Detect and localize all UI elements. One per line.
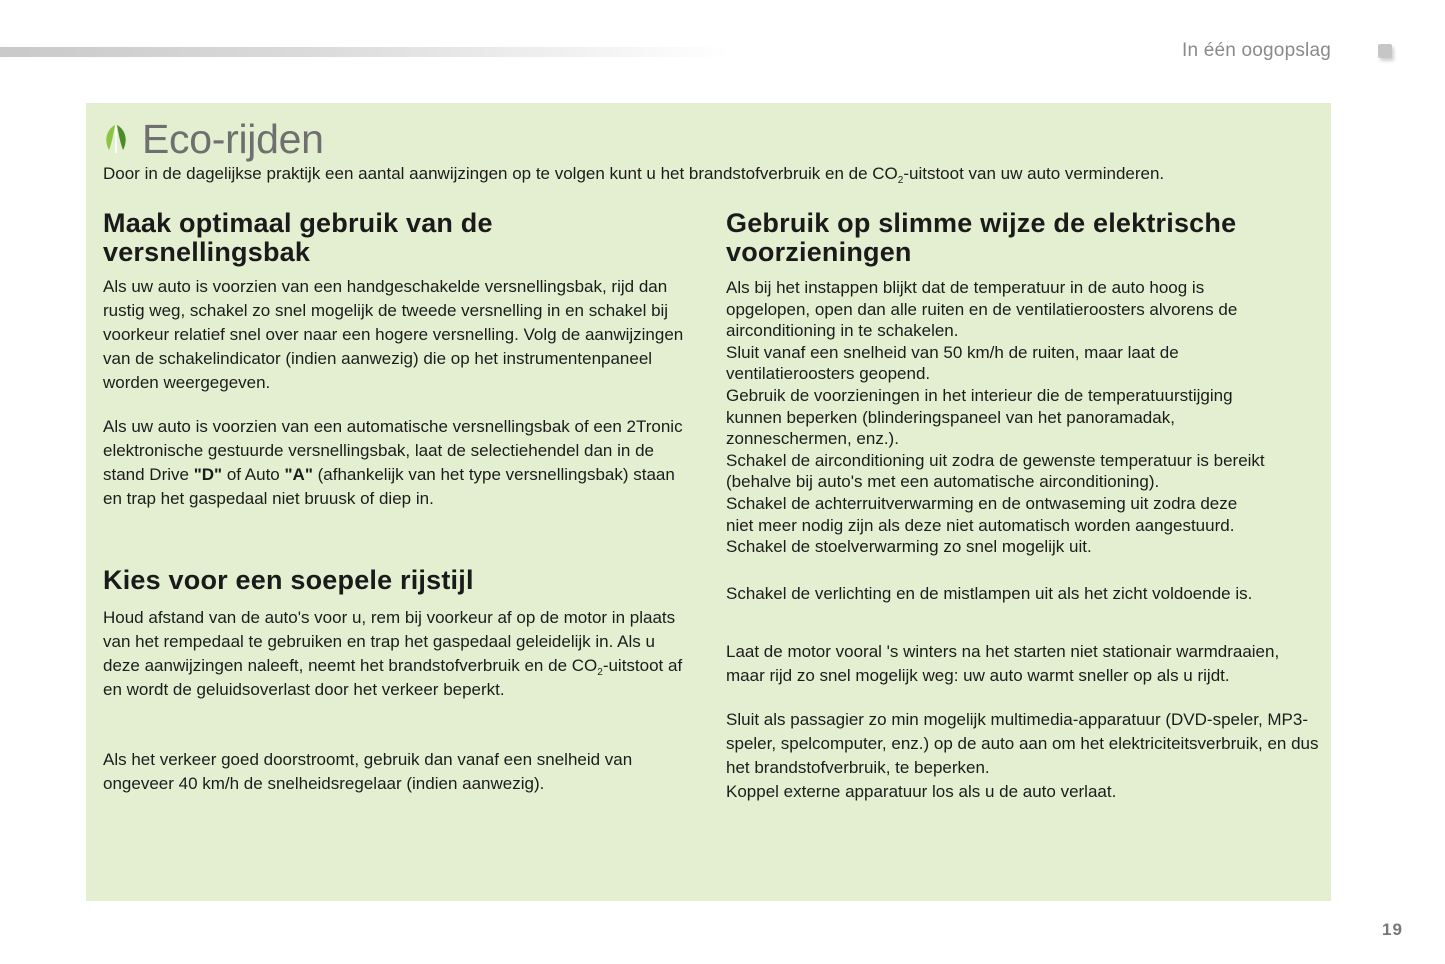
driving-style-paragraph: Houd afstand van de auto's voor u, rem bij voorkeur af op de motor in plaats van het rempedaal te gebruiken en trap het gaspedaal geleidelijk in. Als u deze aanwijzingen naleeft, neemt het brandstofverbruik en de $CO_2$-uitstoot af en wordt de geluidsoverlast door het verkeer beperkt. bbox=[103, 608, 683, 699]
page-number: 19 bbox=[1382, 920, 1403, 939]
driving-style-heading: Kies voor een soepele rijstijl bbox=[103, 565, 474, 595]
eco-header bbox=[102, 117, 324, 161]
electrical-tips bbox=[726, 277, 1321, 558]
driving-style-section bbox=[103, 566, 693, 796]
section-title: In één oogopslag bbox=[1182, 40, 1331, 61]
tip-line: niet meer nodig zijn als deze niet automatisch worden aangestuurd. bbox=[726, 515, 1235, 535]
gearbox-section bbox=[103, 209, 693, 511]
multimedia-paragraph: Sluit als passagier zo min mogelijk multimedia-apparatuur (DVD-speler, MP3-speler, spelcomputer, enz.) op de auto aan om het elektriciteitsverbruik, en dus het brandstofverbruik, te beperken. bbox=[726, 709, 1319, 777]
section-marker bbox=[1378, 44, 1392, 58]
tip-line: Gebruik de voorzieningen in het interieur die de temperatuurstijging bbox=[726, 385, 1233, 405]
tip-line: Schakel de airconditioning uit zodra de gewenste temperatuur is bereikt bbox=[726, 450, 1265, 470]
tip-line: Schakel de achterruitverwarming en de ontwaseming uit zodra deze bbox=[726, 493, 1238, 513]
header-gradient-rule bbox=[0, 47, 730, 57]
tip-line: Als bij het instappen blijkt dat de temperatuur in de auto hoog is bbox=[726, 278, 1205, 297]
engine-warmup-paragraph: Laat de motor vooral 's winters na het starten niet stationair warmdraaien, maar rijd zo snel mogelijk weg: uw auto warmt sneller op als u rijdt. bbox=[726, 641, 1280, 685]
electrical-heading: Gebruik op slimme wijze de elektrische voorzieningen bbox=[726, 208, 1237, 267]
electrical-section bbox=[726, 209, 1321, 804]
leaf-icon bbox=[102, 123, 130, 155]
cruise-control-paragraph: Als het verkeer goed doorstroomt, gebruik dan vanaf een snelheid van ongeveer 40 km/h de snelheidsregelaar (indien aanwezig). bbox=[103, 750, 633, 793]
tip-line: airconditioning in te schakelen. bbox=[726, 321, 959, 341]
lighting-paragraph: Schakel de verlichting en de mistlampen uit als het zicht voldoende is. bbox=[726, 583, 1253, 603]
gearbox-heading: Maak optimaal gebruik van de versnellingsbak bbox=[103, 208, 493, 267]
eco-panel bbox=[86, 103, 1331, 901]
intro-text: Door in de dagelijkse praktijk een aantal aanwijzingen op te volgen kunt u het brandstofverbruik en de $CO_2$-uitstoot van uw auto verminderen. bbox=[103, 164, 1165, 186]
tip-line: kunnen beperken (blinderingspaneel van het panoramadak, bbox=[726, 407, 1175, 427]
tip-line: ventilatieroosters geopend. bbox=[726, 364, 931, 384]
disconnect-paragraph: Koppel externe apparatuur los als u de auto verlaat. bbox=[726, 781, 1117, 801]
gearbox-automatic-paragraph: Als uw auto is voorzien van een automatische versnellingsbak of een 2Tronic elektronische gestuurde versnellingsbak, laat de selectiehendel dan in de stand Drive "D" of Auto "A" (afhankelijk van het type versnellingsbak) staan en trap het gaspedaal niet bruusk of diep in. bbox=[103, 417, 683, 508]
gearbox-manual-paragraph: Als uw auto is voorzien van een handgeschakelde versnellingsbak, rijd dan rustig weg, schakel zo snel mogelijk de tweede versnelling in en schakel bij voorkeur relatief snel over naar een hogere versnelling. Volg de aanwijzingen van de schakelindicator (indien aanwezig) die op het instrumentenpaneel worden weergegeven. bbox=[103, 277, 684, 392]
page-title: Eco-rijden bbox=[142, 115, 324, 162]
tip-line: Sluit vanaf een snelheid van 50 km/h de ruiten, maar laat de bbox=[726, 342, 1179, 362]
tip-line: Schakel de stoelverwarming zo snel mogelijk uit. bbox=[726, 537, 1092, 557]
tip-line: opgelopen, open dan alle ruiten en de ventilatieroosters alvorens de bbox=[726, 299, 1238, 319]
tip-line: zonneschermen, enz.). bbox=[726, 429, 899, 449]
tip-line: (behalve bij auto's met een automatische airconditioning). bbox=[726, 472, 1160, 492]
